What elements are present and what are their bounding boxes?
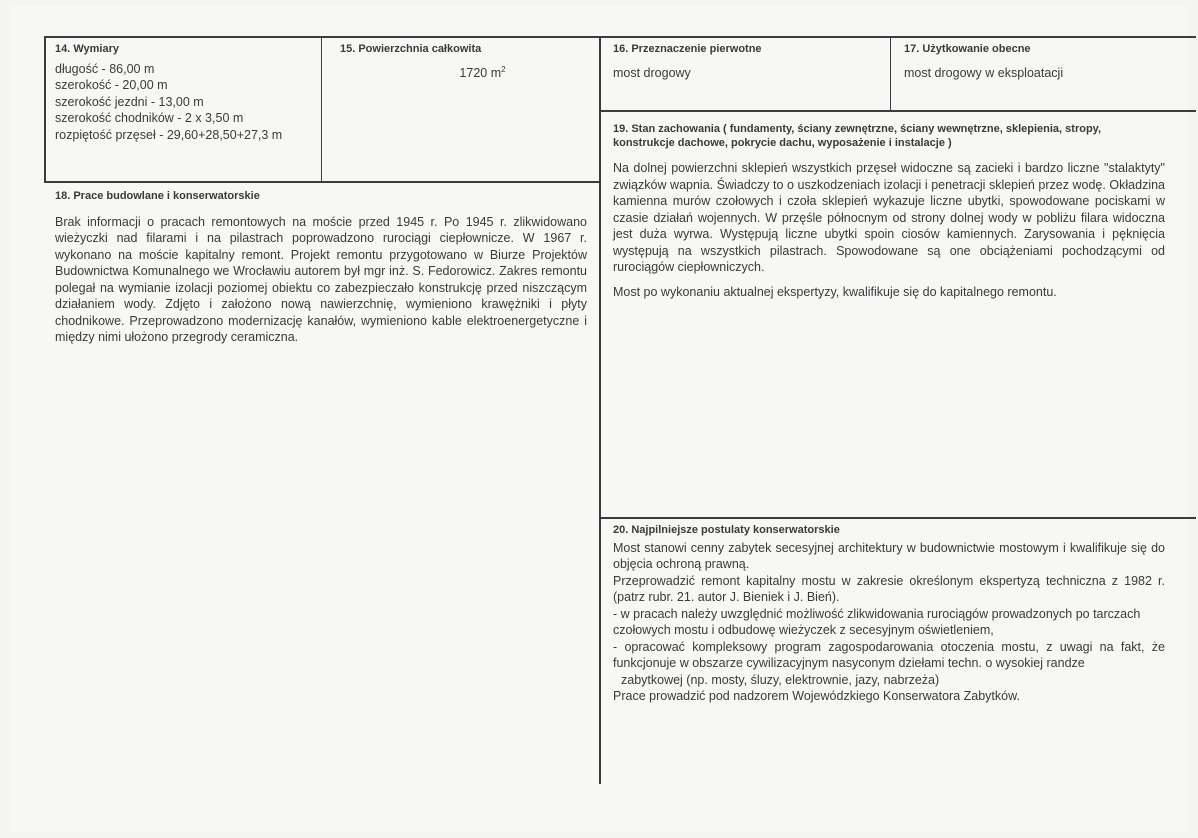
grid-line-top xyxy=(44,36,1196,38)
stan-text-2: Most po wykonaniu aktualnej ekspertyzy, kwalifikuje się do kapitalnego remontu. xyxy=(613,284,1057,299)
postulaty-p4: - opracować kompleksowy program zagospodarowania otoczenia mostu, z uwagi na fakt, że funkcjonuje w obszarze cywilizacyjnym nasyconym dziełami techn. o wysokiej randze xyxy=(613,639,1165,670)
field-title-stan: 19. Stan zachowania ( fundamenty, ściany zewnętrzne, ściany wewnętrzne, sklepienia, stropy, konstrukcje dachowe, pokrycie dachu, wyposażenie i instalacje ) xyxy=(613,123,1102,149)
field-title-prace: 18. Prace budowlane i konserwatorskie xyxy=(55,190,260,202)
postulaty-p6: Prace prowadzić pod nadzorem Wojewódzkiego Konserwatora Zabytków. xyxy=(613,689,1020,703)
field-title-przeznaczenie: 16. Przeznaczenie pierwotne xyxy=(613,43,762,55)
field-prace xyxy=(55,188,587,346)
wymiary-line: rozpiętość przęseł - 29,60+28,50+27,3 m xyxy=(55,127,283,142)
postulaty-p3: - w pracach należy uwzględnić możliwość zlikwidowania rurociągów prowadzonych po tarczach czołowych mostu i odbudowę wieżyczek z secesyjnym oświetleniem, xyxy=(613,606,1141,637)
field-postulaty xyxy=(613,522,1165,705)
field-wymiary xyxy=(55,41,317,143)
field-stan xyxy=(613,122,1165,300)
prace-text: Brak informacji o pracach remontowych na moście przed 1945 r. Po 1945 r. zlikwidowano wieżyczki nad filarami i na pilastrach poprowadzono rurociągi ciepłownicze. W 1967 r. wykonano na moście kapitalny remont. Projekt remontu przygotowano w Biurze Projektów Budownictwa Komunalnego we Wrocławiu autorem był mgr inż. S. Fedorowicz. Zakres remontu polegał na wymianie izolacji poziomej obiektu co zabezpieczało konstrukcję przed niszczącym działaniem wody. Zdjęto i założono nową nawierzchnię, wymieniono krawężniki i płyty chodnikowe. Przeprowadzono modernizację kanałów, wymieniono kable elektroenergetyczne i między nimi ułożono przegrody ceramiczna. xyxy=(55,214,587,344)
grid-line-left xyxy=(44,36,46,182)
grid-line-h-right2 xyxy=(600,517,1196,519)
grid-line-v1 xyxy=(321,36,322,182)
field-title-wymiary: 14. Wymiary xyxy=(55,43,120,55)
wymiary-line: długość - 86,00 m xyxy=(55,61,155,76)
wymiary-line: szerokość jezdni - 13,00 m xyxy=(55,94,204,109)
stan-text-1: Na dolnej powierzchni sklepień wszystkich przęseł widoczne są zacieki i bardzo liczne "stalaktyty" związków wapnia. Świadczy to o uszkodzeniach izolacji i penetracji sklepień przez wodę. Okładzina kamienna murów czołowych i czoła sklepień wykazuje liczne ubytki, spowodowane pociskami w czasie działań wojennych. W przęśle północnym od strony dolnej wody w pobliżu filara widoczna jest duża wyrwa. Występują liczne ubytki spoin ciosów kamiennych. Zarysowania i pęknięcia występują na wszystkich pilastrach. Spowodowane są one obciążeniami pochodzącymi od rurociągów ciepłowniczych. xyxy=(613,161,1165,274)
powierzchnia-unit-sup: 2 xyxy=(501,64,506,74)
field-uzytkowanie xyxy=(904,41,1189,81)
field-title-uzytkowanie: 17. Użytkowanie obecne xyxy=(904,43,1031,55)
postulaty-p2: Przeprowadzić remont kapitalny mostu w zakresie określonym ekspertyzą techniczna z 1982 r. (patrz rubr. 21. autor J. Bieniek i J. Bień). xyxy=(613,573,1165,604)
grid-line-h-left xyxy=(44,181,600,183)
wymiary-line: szerokość - 20,00 m xyxy=(55,78,168,92)
field-title-powierzchnia: 15. Powierzchnia całkowita xyxy=(340,43,482,55)
przeznaczenie-value: most drogowy xyxy=(613,65,691,80)
powierzchnia-value-wrap xyxy=(340,62,595,82)
field-powierzchnia xyxy=(340,41,595,81)
postulaty-p5: zabytkowej (np. mosty, śluzy, elektrownie, jazy, nabrzeża) xyxy=(621,672,940,687)
field-przeznaczenie xyxy=(613,41,885,81)
grid-line-h-right1 xyxy=(600,110,1196,112)
grid-line-v2 xyxy=(890,36,891,111)
field-title-postulaty: 20. Najpilniejsze postulaty konserwatorskie xyxy=(613,524,840,536)
postulaty-p1: Most stanowi cenny zabytek secesyjnej architektury w budownictwie mostowym i kwalifikuje się do objęcia ochroną prawną. xyxy=(613,540,1165,571)
powierzchnia-value: 1720 m xyxy=(459,65,502,80)
uzytkowanie-value: most drogowy w eksploatacji xyxy=(904,65,1064,80)
wymiary-line: szerokość chodników - 2 x 3,50 m xyxy=(55,111,244,125)
grid-line-v-middle xyxy=(599,36,601,784)
